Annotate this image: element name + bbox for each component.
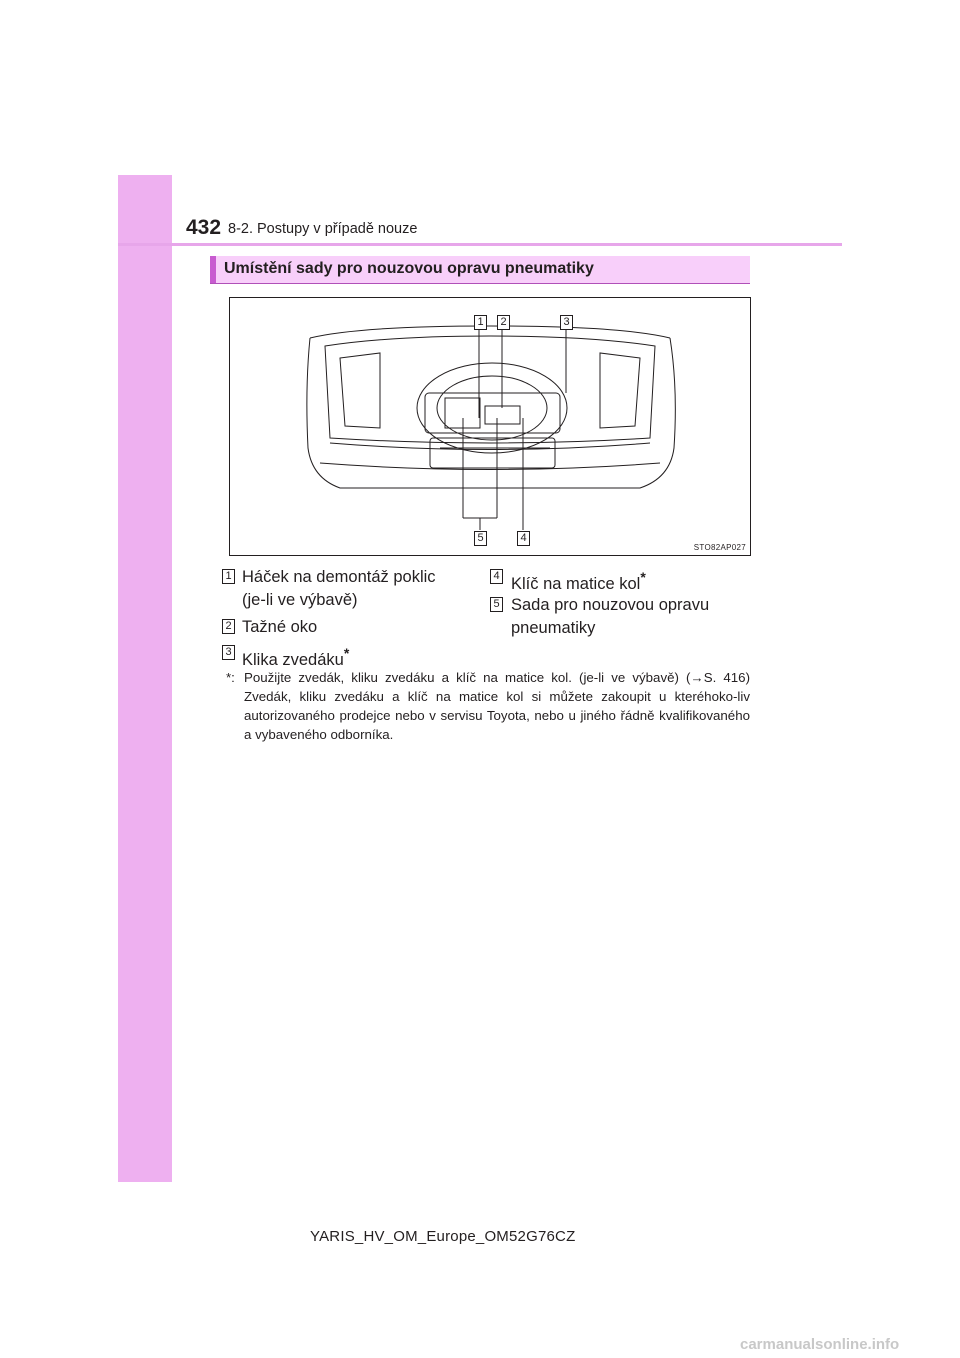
footnote-mark: *: xyxy=(226,670,235,685)
item-5-text-line2: pneumatiky xyxy=(511,619,596,637)
callout-2: 2 xyxy=(497,315,510,330)
item-4-text: Klíč na matice kol xyxy=(511,575,641,593)
chapter-sidebar-tab xyxy=(118,175,172,1182)
item-3-text: Klika zvedáku xyxy=(242,651,344,669)
item-5-text: Sada pro nouzovou opravu xyxy=(511,596,710,614)
header-divider xyxy=(118,243,842,246)
trunk-drawing xyxy=(230,298,750,555)
document-code: YARIS_HV_OM_Europe_OM52G76CZ xyxy=(310,1228,576,1245)
item-3-asterisk: * xyxy=(343,645,350,661)
item-4-label xyxy=(511,566,646,596)
trunk-illustration xyxy=(229,297,751,556)
item-4-asterisk: * xyxy=(640,569,646,585)
callout-3: 3 xyxy=(560,315,573,330)
site-watermark: carmanualsonline.info xyxy=(740,1336,900,1353)
item-5-badge: 5 xyxy=(490,597,503,612)
section-heading-accent xyxy=(210,256,216,283)
item-1-text-line2: (je-li ve výbavě) xyxy=(242,591,358,609)
callout-4: 4 xyxy=(517,531,530,546)
item-2-badge: 2 xyxy=(222,619,235,634)
item-2-label: Tažné oko xyxy=(242,618,318,636)
page-number: 432 xyxy=(186,216,222,239)
item-1-label xyxy=(242,566,436,612)
figure-code: STO82AP027 xyxy=(693,543,746,552)
item-5-label xyxy=(511,594,709,640)
chapter-title: 8-2. Postupy v případě nouze xyxy=(228,221,418,237)
callout-5: 5 xyxy=(474,531,487,546)
item-4-badge: 4 xyxy=(490,569,503,584)
section-title: Umístění sady pro nouzovou opravu pneumatiky xyxy=(224,260,594,277)
footnote-text: Použijte zvedák, kliku zvedáku a klíč na matice kol. (je-li ve výbavě) (→S. 416) Zvedák, kliku zvedáku a klíč na matice kol si můžete zakoupit u kteréhoko-liv autorizovaného prodejce nebo v servisu Toyota, nebo u jiného řádně kvalifikovaného a vybaveného odborníka. xyxy=(244,670,750,742)
item-3-badge: 3 xyxy=(222,645,235,660)
section-heading xyxy=(210,256,750,284)
callout-1: 1 xyxy=(474,315,487,330)
item-1-badge: 1 xyxy=(222,569,235,584)
item-1-text: Háček na demontáž poklic xyxy=(242,568,436,586)
footnote xyxy=(226,668,750,744)
